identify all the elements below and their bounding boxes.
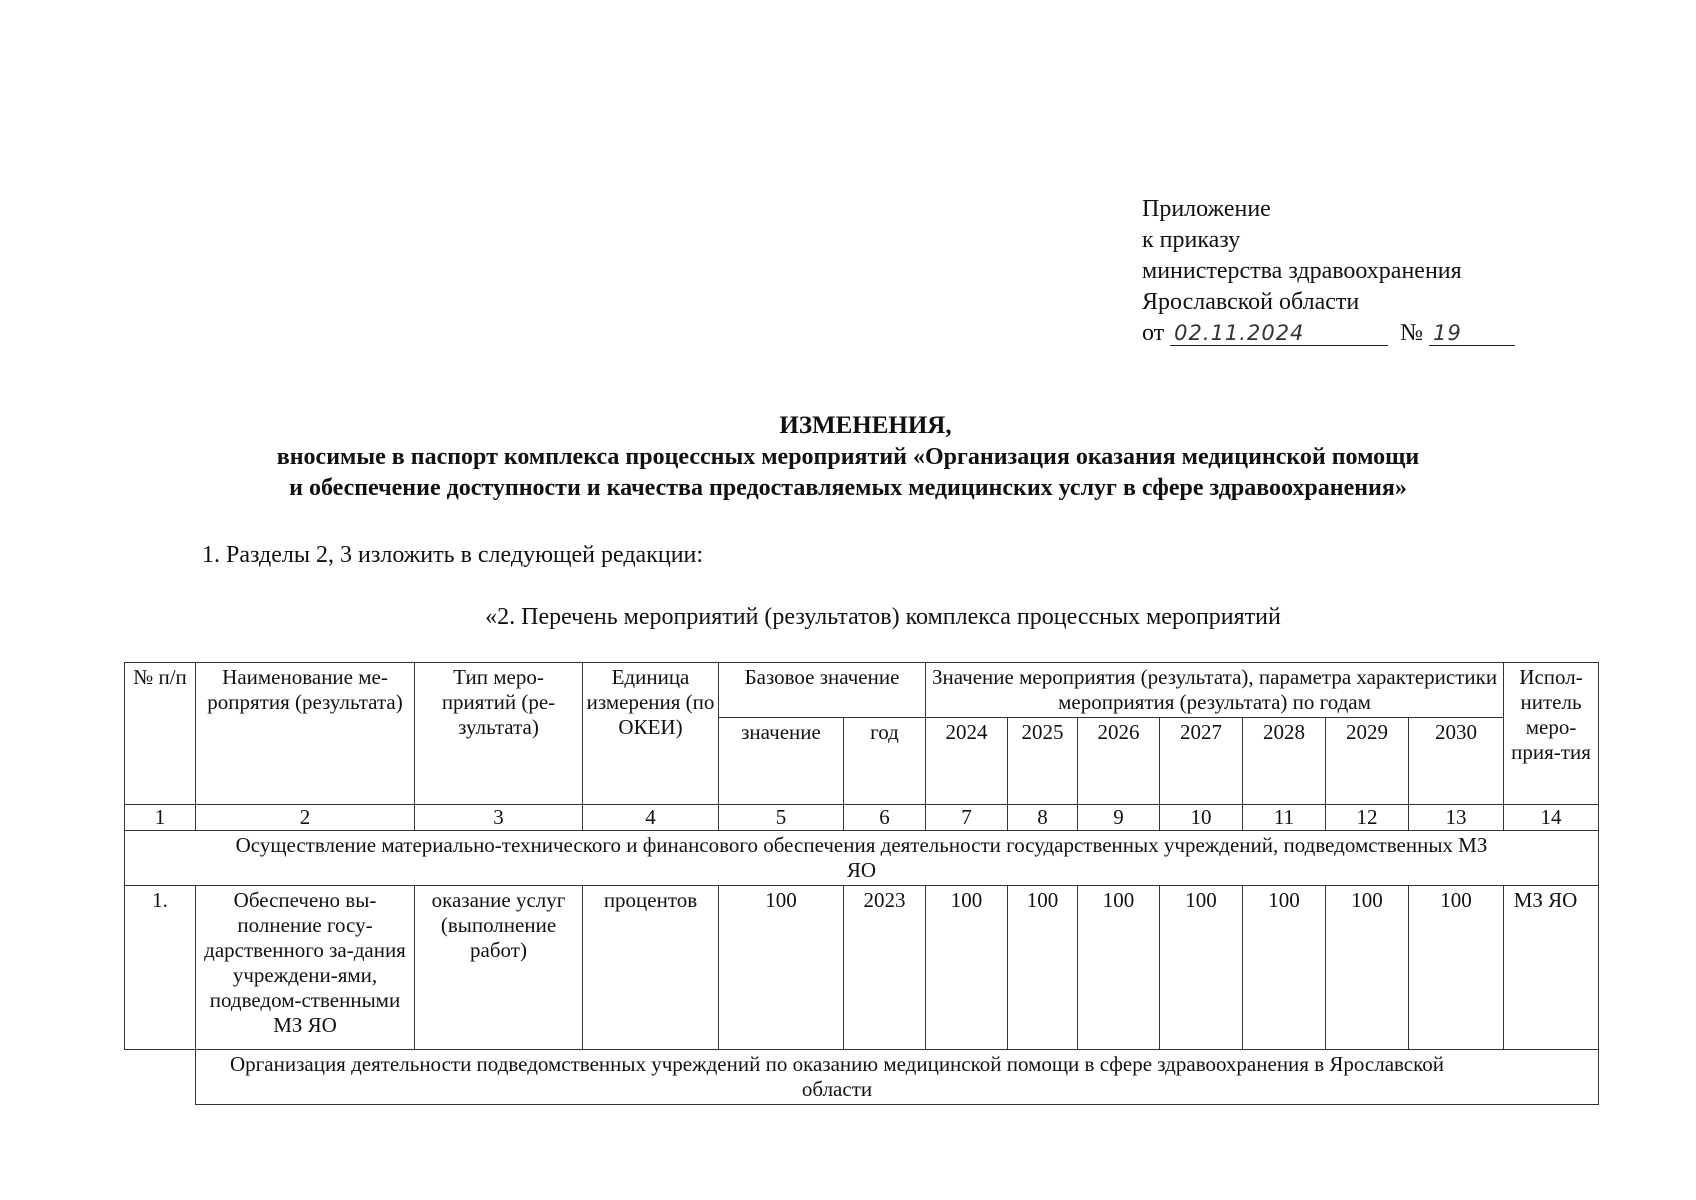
from-label: от [1142,320,1165,346]
number-label: № [1400,320,1424,346]
header-year: 2028 [1243,718,1326,805]
column-number: 10 [1160,805,1243,831]
row-num: 1. [125,886,196,1050]
header-year: 2030 [1409,718,1504,805]
column-number-row [125,805,1599,831]
row-executor: МЗ ЯО [1504,886,1599,1050]
row-value: 100 [1160,886,1243,1050]
row-value: 100 [1409,886,1504,1050]
row-value: 100 [1078,886,1160,1050]
row-base-year: 2023 [844,886,926,1050]
column-number: 9 [1078,805,1160,831]
row-unit: процентов [583,886,719,1050]
header-year: 2027 [1160,718,1243,805]
table-row [125,886,1599,1050]
document-subtitle-1: вносимые в паспорт комплекса процессных мероприятий «Организация оказания медицинской помощи [276,444,1420,470]
section-title: «2. Перечень мероприятий (результатов) комплекса процессных мероприятий [485,604,1281,630]
header-year: 2024 [926,718,1008,805]
header-row-1 [125,663,1599,718]
column-number: 1 [125,805,196,831]
column-number: 14 [1504,805,1599,831]
column-number: 7 [926,805,1008,831]
row-value: 100 [1008,886,1078,1050]
section-row [125,831,1599,886]
header-year: 2029 [1326,718,1409,805]
appendix-line-3: министерства здравоохранения [1142,258,1462,284]
row-note: Организация деятельности подведомственных учреждений по оказанию медицинской помощи в сфере здравоохранения в Ярославской области [196,1050,1599,1105]
appendix-date-line [1142,318,1515,349]
column-number: 11 [1243,805,1326,831]
section-heading: Осуществление материально-технического и финансового обеспечения деятельности государственных учреждений, подведомственных МЗ ЯО [125,831,1599,886]
column-number: 4 [583,805,719,831]
document-title: ИЗМЕНЕНИЯ, [779,412,952,439]
header-num: № п/п [125,663,196,805]
note-gap [125,1050,196,1105]
header-base-value: значение [719,718,844,805]
header-year: 2026 [1078,718,1160,805]
appendix-line-4: Ярославской области [1142,289,1360,315]
header-base: Базовое значение [719,663,926,718]
document-subtitle-2: и обеспечение доступности и качества предоставляемых медицинских услуг в сфере здравоохранения» [289,475,1407,501]
note-row [125,1050,1599,1105]
appendix-block [1142,194,1515,349]
header-type: Тип меро-приятий (ре-зультата) [415,663,583,805]
order-number: 19 [1429,321,1515,346]
document-title-block [0,410,1696,504]
header-executor: Испол-нитель меро-прия-тия [1504,663,1599,805]
column-number: 6 [844,805,926,831]
column-number: 3 [415,805,583,831]
row-value: 100 [1243,886,1326,1050]
column-number: 5 [719,805,844,831]
column-number: 8 [1008,805,1078,831]
measures-table [124,662,1599,1105]
column-number: 2 [196,805,415,831]
header-values: Значение мероприятия (результата), параметра характеристики мероприятия (результата) по годам [926,663,1504,718]
column-number: 13 [1409,805,1504,831]
row-base-value: 100 [719,886,844,1050]
row-value: 100 [926,886,1008,1050]
header-year: 2025 [1008,718,1078,805]
row-name: Обеспечено вы-полнение госу-дарственного за-дания учреждени-ями, подведом-ственными МЗ ЯО [196,886,415,1050]
order-date: 02.11.2024 [1170,321,1388,346]
column-number: 12 [1326,805,1409,831]
row-value: 100 [1326,886,1409,1050]
header-name: Наименование ме-ропрятия (результата) [196,663,415,805]
appendix-line-2: к приказу [1142,227,1241,253]
appendix-line-1: Приложение [1142,196,1271,222]
header-unit: Единица измерения (по ОКЕИ) [583,663,719,805]
row-type: оказание услуг (выполнение работ) [415,886,583,1050]
paragraph-1: 1. Разделы 2, 3 изложить в следующей редакции: [202,542,704,568]
header-base-year: год [844,718,926,805]
